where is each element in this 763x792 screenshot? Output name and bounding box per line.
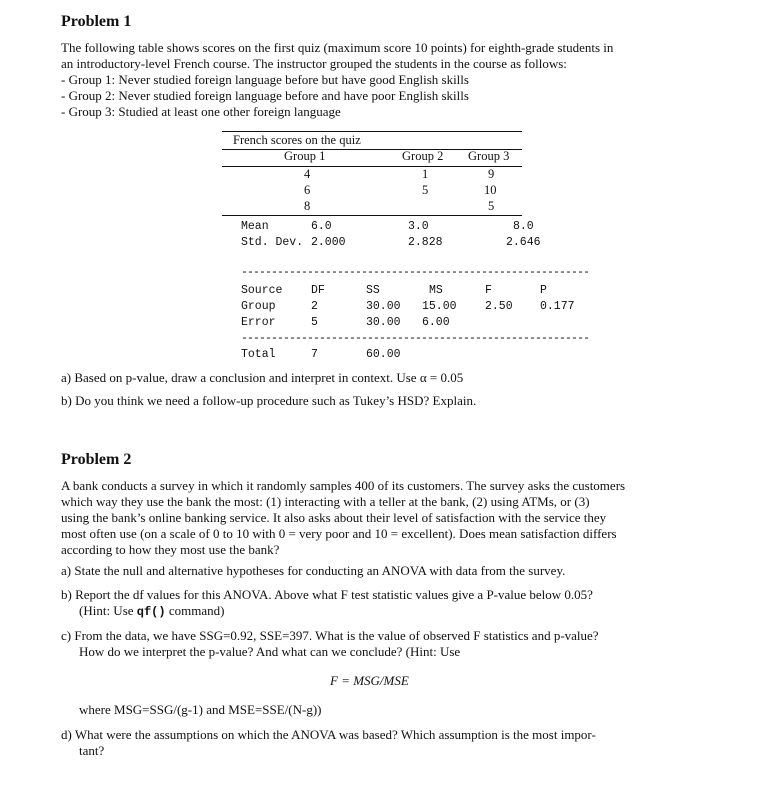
problem1-group1-desc: - Group 1: Never studied foreign language before but have good English skills [61, 72, 469, 87]
problem1-question-a: a) Based on p-value, draw a conclusion and interpret in context. Use α = 0.05 [61, 370, 464, 385]
table-cell: 9 [488, 167, 495, 181]
qf-code: qf() [136, 605, 166, 619]
problem2-intro-line-2: which way they use the bank the most: (1) interacting with a teller at the bank, (2) using ATMs, or (3) [61, 494, 590, 509]
table-cell: 6 [304, 183, 311, 197]
anova-total-ss: 60.00 [366, 348, 401, 361]
anova-group-source: Group [241, 300, 276, 313]
anova-group-df: 2 [311, 300, 318, 313]
anova-header-source: Source [241, 284, 283, 297]
problem2-question-d-line-2: tant? [79, 743, 105, 758]
anova-group-f: 2.50 [485, 300, 513, 313]
table-cell: 10 [484, 183, 497, 197]
table-header-group1: Group 1 [284, 149, 326, 163]
anova-header-f: F [485, 284, 492, 297]
anova-header-df: DF [311, 284, 325, 297]
anova-group-ms: 15.00 [422, 300, 457, 313]
anova-error-df: 5 [311, 316, 318, 329]
problem2-intro-line-3: using the bank’s online banking service. It also asks about their level of satisfaction with the service they [61, 510, 607, 525]
problem2-intro-line-1: A bank conducts a survey in which it randomly samples 400 of its customers. The survey asks the customers [61, 478, 626, 493]
anova-header-ms: MS [429, 284, 443, 297]
sd-group1: 2.000 [311, 236, 346, 249]
problem2-title: Problem 2 [61, 451, 132, 468]
mean-group1: 6.0 [311, 220, 332, 233]
table-cell: 5 [422, 183, 429, 197]
problem2-intro-line-5: according to how they most use the bank? [61, 542, 280, 557]
table-top-rule [222, 131, 522, 132]
mean-group2: 3.0 [408, 220, 429, 233]
anova-group-ss: 30.00 [366, 300, 401, 313]
problem1-group3-desc: - Group 3: Studied at least one other foreign language [61, 104, 341, 119]
problem2-question-c-line-1: c) From the data, we have SSG=0.92, SSE=397. What is the value of observed F statistics and p-value? [61, 628, 599, 643]
table-header-group3: Group 3 [468, 149, 510, 163]
anova-error-ss: 30.00 [366, 316, 401, 329]
problem2-intro-line-4: most often use (on a scale of 0 to 10 with 0 = very poor and 10 = excellent). Does mean satisfaction differs [61, 526, 617, 541]
anova-total-source: Total [241, 348, 276, 361]
problem1-group2-desc: - Group 2: Never studied foreign language before and have poor English skills [61, 88, 469, 103]
problem2-question-c-line-2: How do we interpret the p-value? And what can we conclude? (Hint: Use [79, 644, 461, 659]
table-cell: 4 [304, 167, 311, 181]
table-cell: 5 [488, 199, 495, 213]
table-caption: French scores on the quiz [233, 133, 361, 147]
anova-dashed-rule-bottom: ---------------------------------------------------------- [241, 332, 589, 345]
table-cell: 1 [422, 167, 429, 181]
problem2-question-a: a) State the null and alternative hypotheses for conducting an ANOVA with data from the survey. [61, 563, 566, 578]
problem1-intro-line-2: an introductory-level French course. The instructor grouped the students in the course as follows: [61, 56, 567, 71]
anova-header-p: P [540, 284, 547, 297]
anova-header-ss: SS [366, 284, 380, 297]
problem1-title: Problem 1 [61, 13, 132, 30]
problem2-question-b-line-2: (Hint: Use qf() command) [79, 603, 225, 619]
sd-group3: 2.646 [506, 236, 541, 249]
problem1-intro-line-1: The following table shows scores on the first quiz (maximum score 10 points) for eighth-grade students in [61, 40, 614, 55]
problem2-question-c-line-3: where MSG=SSG/(g-1) and MSE=SSE/(N-g)) [79, 702, 322, 717]
anova-total-df: 7 [311, 348, 318, 361]
table-cell: 8 [304, 199, 311, 213]
anova-group-p: 0.177 [540, 300, 575, 313]
table-header-rule [222, 166, 522, 167]
f-formula: F = MSG/MSE [330, 673, 409, 688]
sd-label: Std. Dev. [241, 236, 304, 249]
anova-error-ms: 6.00 [422, 316, 450, 329]
problem2-question-b-line-1: b) Report the df values for this ANOVA. Above what F test statistic values give a P-value below 0.05? [61, 587, 593, 602]
mean-group3: 8.0 [513, 220, 534, 233]
table-header-group2: Group 2 [402, 149, 444, 163]
sd-group2: 2.828 [408, 236, 443, 249]
problem1-question-b: b) Do you think we need a follow-up procedure such as Tukey’s HSD? Explain. [61, 393, 477, 408]
mean-label: Mean [241, 220, 269, 233]
table-bottom-rule [222, 215, 522, 216]
anova-error-source: Error [241, 316, 276, 329]
anova-dashed-rule-top: ---------------------------------------------------------- [241, 266, 589, 279]
problem2-question-d-line-1: d) What were the assumptions on which the ANOVA was based? Which assumption is the most impor- [61, 727, 596, 742]
